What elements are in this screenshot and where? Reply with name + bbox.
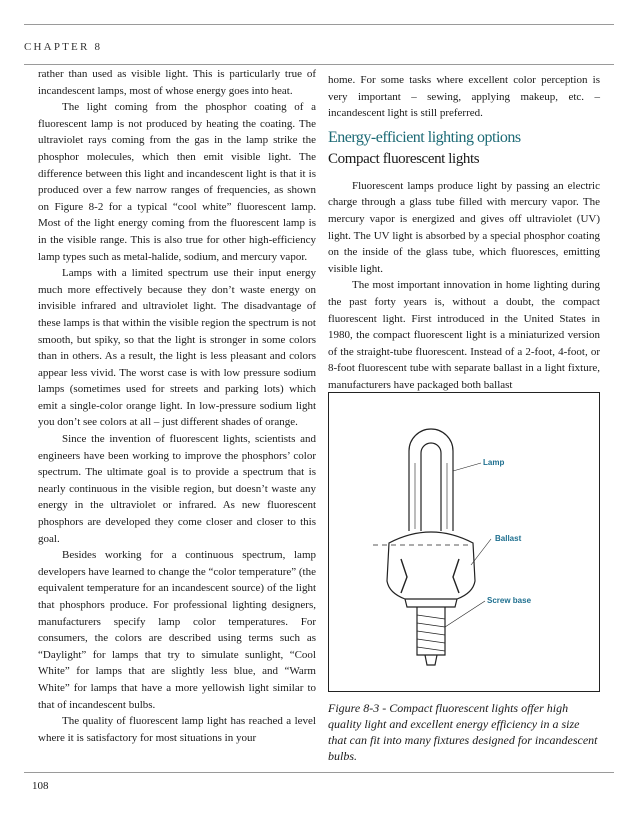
body-paragraph: Besides working for a continuous spectrum, lamp developers have learned to change the “color temperature” (the equivalent temperature for an incandescent source) of the light that phosphors produce. For professional lighting designers, manufacturers specify lamp color temperatures. For consumers, the colors are described using terms such as “Daylight” for lamps that try to simulate sunlight, “Cool White” for lamps that are slightly less blue, and “Warm White” for lamps that have a more yellowish light similar to that of incandescent bulbs.	[38, 549, 316, 711]
label-ballast: Ballast	[495, 534, 522, 543]
page-number: 108	[32, 780, 49, 792]
body-paragraph: The quality of fluorescent lamp light has reached a level where it is satisfactory for most situations in your	[38, 715, 316, 744]
body-paragraph: rather than used as visible light. This is particularly true of incandescent lamps, most of whose energy goes into heat.	[38, 68, 316, 97]
label-lamp: Lamp	[483, 458, 505, 467]
left-column	[38, 66, 316, 746]
header-rule	[24, 64, 614, 65]
figure-caption: Figure 8-3 - Compact fluorescent lights offer high quality light and excellent energy efficiency in a size that can fit into many fixtures designed for incandescent bulbs.	[328, 701, 598, 763]
chapter-header: CHAPTER 8	[24, 41, 103, 53]
footer-rule	[24, 772, 614, 773]
body-paragraph: The light coming from the phosphor coating of a fluorescent lamp is not produced by heating the coating. The ultraviolet rays coming from the gas in the lamp strike the phosphor molecules, which then emit visible light. The difference between this light and incandescent light is that it is produced over a few narrow ranges of frequencies, as shown on Figure 8-2 for a typical “cool white” fluorescent lamp. Most of the light energy coming from the fluorescent lamp is in the visible range. This is also true for other high-efficiency lamp types such as metal-halide, sodium, and mercury vapor.	[38, 101, 316, 263]
right-column	[328, 72, 600, 394]
body-paragraph: home. For some tasks where excellent color perception is very important – sewing, applying makeup, etc. – incandescent light is still preferred.	[328, 74, 600, 120]
section-heading: Energy-efficient lighting options	[328, 128, 521, 146]
subsection-heading: Compact fluorescent lights	[328, 150, 480, 167]
body-paragraph: Since the invention of fluorescent lights, scientists and engineers have been working to improve the phosphors’ color spectrum. The ultimate goal is to provide a spectrum that is nearly continuous in the visible region, but doesn’t waste any energy in the ultraviolet or infrared. As new fluorescent phosphors are developed they come closer and closer to this goal.	[38, 433, 316, 545]
figure-8-3	[328, 392, 600, 692]
body-paragraph: Fluorescent lamps produce light by passing an electric charge through a glass tube filled with mercury vapor. The mercury vapor is energized and gives off ultraviolet (UV) light. The UV light is absorbed by a special phosphor coating on the inside of the glass tube, which fluoresces, emitting visible light.	[328, 179, 600, 275]
body-paragraph: The most important innovation in home lighting during the past forty years is, without a doubt, the compact fluorescent light. First introduced in the United States in 1980, the compact fluorescent light is a miniaturized version of the straight-tube fluorescent. Instead of a 2-foot, 4-foot, or 8-foot fluorescent tube with separate ballast in a light fixture, manufacturers have packaged both ballast	[328, 279, 600, 391]
top-rule	[24, 24, 614, 25]
body-paragraph: Lamps with a limited spectrum use their input energy much more effectively because they don’t waste energy on invisible infrared and ultraviolet light. The disadvantage of these lamps is that within the visible region the spectrum is not smooth, but spiky, so that the light is stronger in some colors than in others. As a result, the light is less pleasant and colors appear less vivid. The worst case is with low pressure sodium lamps (sometimes used for streets and parking lots) which emit a single-color orange light. In low-pressure sodium light you don’t see colors at all – just different shades of orange.	[38, 267, 316, 429]
label-screw-base: Screw base	[487, 596, 532, 605]
cfl-illustration	[329, 393, 601, 693]
